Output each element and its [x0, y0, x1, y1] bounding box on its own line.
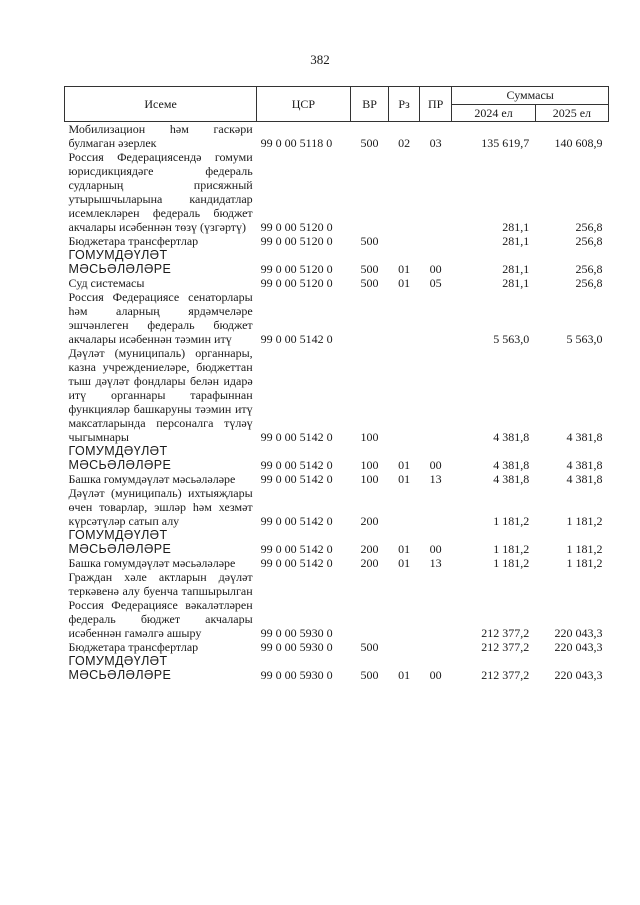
row-vr: 200 [360, 556, 379, 570]
header-name: Исеме [65, 87, 257, 122]
table-row [65, 654, 609, 682]
row-amount-2024: 212 377,2 [481, 668, 530, 682]
row-pr: 05 [429, 276, 442, 290]
row-rz [389, 640, 420, 654]
row-name: ГОМУМДӘҮЛӘТ МӘСЬӘЛӘЛӘРЕ [68, 444, 172, 472]
table-row [65, 248, 609, 276]
row-csr: 99 0 00 5930 0 [260, 626, 333, 640]
row-csr: 99 0 00 5930 0 [260, 640, 333, 654]
row-vr: 500 [360, 136, 379, 150]
row-csr: 99 0 00 5142 0 [260, 514, 333, 528]
row-vr: 100 [360, 472, 379, 486]
row-amount-2025: 140 608,9 [554, 136, 603, 150]
row-amount-2025: 256,8 [575, 220, 603, 234]
table-row [65, 276, 609, 290]
row-pr [419, 486, 452, 528]
table-row [65, 486, 609, 528]
row-pr: 03 [429, 136, 442, 150]
row-rz [389, 150, 420, 234]
row-pr [419, 290, 452, 346]
row-csr: 99 0 00 5930 0 [260, 668, 333, 682]
row-csr: 99 0 00 5142 0 [260, 542, 333, 556]
budget-table [64, 86, 609, 682]
row-rz [389, 486, 420, 528]
table-row [65, 234, 609, 248]
row-vr: 500 [360, 640, 379, 654]
row-rz: 01 [398, 262, 411, 276]
row-vr [350, 150, 389, 234]
row-amount-2024: 1 181,2 [493, 542, 530, 556]
table-row [65, 472, 609, 486]
row-csr: 99 0 00 5120 0 [260, 276, 333, 290]
row-pr [419, 570, 452, 640]
row-rz: 01 [398, 556, 411, 570]
row-amount-2025: 220 043,3 [554, 626, 603, 640]
row-rz: 01 [398, 668, 411, 682]
row-csr: 99 0 00 5142 0 [260, 472, 333, 486]
row-rz: 01 [398, 458, 411, 472]
header-rz: Рз [389, 87, 420, 122]
row-amount-2025: 4 381,8 [566, 430, 603, 444]
row-pr: 00 [429, 668, 442, 682]
row-amount-2025: 1 181,2 [566, 556, 603, 570]
row-amount-2024: 135 619,7 [481, 136, 530, 150]
row-rz: 01 [398, 276, 411, 290]
row-name: ГОМУМДӘҮЛӘТ МӘСЬӘЛӘЛӘРЕ [68, 248, 172, 276]
row-pr: 13 [429, 556, 442, 570]
row-csr: 99 0 00 5142 0 [260, 458, 333, 472]
row-name: Суд системасы [68, 276, 145, 290]
row-vr: 100 [360, 458, 379, 472]
table-row [65, 640, 609, 654]
row-name: ГОМУМДӘҮЛӘТ МӘСЬӘЛӘЛӘРЕ [68, 528, 172, 556]
row-name: ГОМУМДӘҮЛӘТ МӘСЬӘЛӘЛӘРЕ [68, 654, 172, 682]
row-pr: 00 [429, 542, 442, 556]
row-amount-2024: 281,1 [502, 276, 530, 290]
row-name: Дәүләт (муниципаль) органнары, казна учреждениеләре, бюджеттан тыш дәүләт фондлары белән идарә итү органнары тарафыннан функцияләр башкаруны тәэмин итү максатларында персоналга түләү чыгымнары [68, 346, 253, 444]
row-amount-2024: 4 381,8 [493, 430, 530, 444]
row-amount-2024: 4 381,8 [493, 472, 530, 486]
row-amount-2024: 281,1 [502, 234, 530, 248]
row-csr: 99 0 00 5142 0 [260, 556, 333, 570]
header-csr: ЦСР [257, 87, 351, 122]
row-csr: 99 0 00 5142 0 [260, 430, 333, 444]
row-pr [419, 640, 452, 654]
row-amount-2025: 220 043,3 [554, 640, 603, 654]
row-amount-2024: 4 381,8 [493, 458, 530, 472]
table-row [65, 528, 609, 556]
row-csr: 99 0 00 5120 0 [260, 220, 333, 234]
row-name: Башка гомумдәүләт мәсьәләләре [68, 472, 236, 486]
row-amount-2024: 281,1 [502, 262, 530, 276]
row-pr: 00 [429, 458, 442, 472]
row-name: Бюджетара трансфертлар [68, 234, 199, 248]
row-csr: 99 0 00 5120 0 [260, 234, 333, 248]
row-pr: 00 [429, 262, 442, 276]
row-amount-2025: 4 381,8 [566, 472, 603, 486]
row-vr: 500 [360, 262, 379, 276]
header-pr: ПР [419, 87, 452, 122]
row-vr: 500 [360, 234, 379, 248]
row-vr: 100 [360, 430, 379, 444]
header-vr: ВР [350, 87, 389, 122]
row-pr [419, 346, 452, 444]
row-amount-2025: 1 181,2 [566, 542, 603, 556]
table-header [65, 87, 609, 122]
row-rz [389, 234, 420, 248]
row-name: Россия Федерациясендә гомуми юрисдикциядәге федераль судларның присяжный утырышчыларына кандидатлар исемлекләрен федераль бюджет акчалары исәбеннән төзү (үзгәртү) [68, 150, 253, 234]
row-amount-2025: 256,8 [575, 276, 603, 290]
row-vr: 200 [360, 542, 379, 556]
table-body [65, 122, 609, 683]
row-csr: 99 0 00 5120 0 [260, 262, 333, 276]
table-row [65, 290, 609, 346]
row-vr [350, 570, 389, 640]
row-vr: 200 [360, 514, 379, 528]
row-amount-2025: 4 381,8 [566, 458, 603, 472]
row-name: Башка гомумдәүләт мәсьәләләре [68, 556, 236, 570]
row-rz: 01 [398, 542, 411, 556]
page-number: 382 [310, 52, 330, 67]
row-amount-2025: 256,8 [575, 234, 603, 248]
header-sums: Суммасы [452, 87, 609, 105]
row-amount-2025: 256,8 [575, 262, 603, 276]
row-pr [419, 150, 452, 234]
table-row [65, 346, 609, 444]
row-rz: 02 [398, 136, 411, 150]
row-rz [389, 570, 420, 640]
row-amount-2024: 5 563,0 [493, 332, 530, 346]
row-name: Россия Федерациясе сенаторлары һәм аларның ярдәмчеләре эшчәнлеген федераль бюджет акчалары исәбеннән тәэмин итү [68, 290, 253, 346]
row-vr: 500 [360, 276, 379, 290]
row-csr: 99 0 00 5142 0 [260, 332, 333, 346]
row-name: Дәүләт (муниципаль) ихтыяҗлары өчен товарлар, эшләр һәм хезмәт күрсәтүләр сатып алу [68, 486, 253, 528]
header-year-2024: 2024 ел [452, 105, 535, 122]
row-name: Граждан хәле актларын дәүләт теркәвенә алу буенча тапшырылган Россия Федерациясе вәкаләтләрен федераль бюджет акчалары исәбеннән гамәлгә ашыру [68, 570, 253, 640]
row-rz [389, 346, 420, 444]
table-row [65, 150, 609, 234]
header-year-2025: 2025 ел [535, 105, 608, 122]
row-amount-2024: 281,1 [502, 220, 530, 234]
table-row [65, 122, 609, 151]
row-csr: 99 0 00 5118 0 [260, 136, 333, 150]
row-amount-2025: 1 181,2 [566, 514, 603, 528]
table-row [65, 556, 609, 570]
row-pr [419, 234, 452, 248]
row-pr: 13 [429, 472, 442, 486]
row-amount-2024: 212 377,2 [481, 640, 530, 654]
row-amount-2024: 1 181,2 [493, 514, 530, 528]
row-vr [350, 290, 389, 346]
table-row [65, 444, 609, 472]
row-name: Бюджетара трансфертлар [68, 640, 199, 654]
row-name: Мобилизацион һәм гаскәри булмаган әзерлек [68, 122, 253, 150]
row-amount-2025: 220 043,3 [554, 668, 603, 682]
row-vr: 500 [360, 668, 379, 682]
table-row [65, 570, 609, 640]
row-amount-2025: 5 563,0 [566, 332, 603, 346]
row-amount-2024: 1 181,2 [493, 556, 530, 570]
row-rz: 01 [398, 472, 411, 486]
row-amount-2024: 212 377,2 [481, 626, 530, 640]
row-rz [389, 290, 420, 346]
